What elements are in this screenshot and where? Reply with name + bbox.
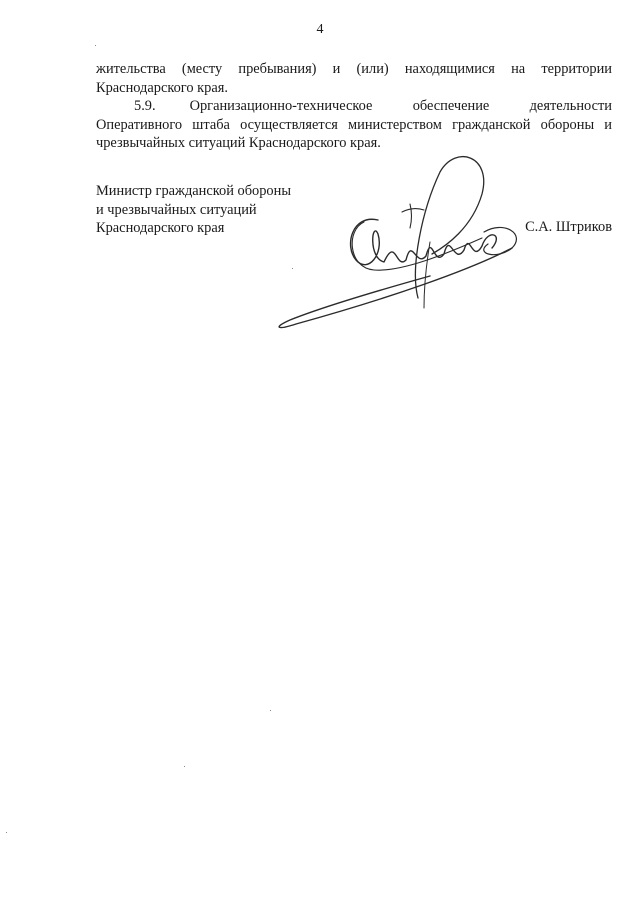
signature-stroke [279, 248, 512, 327]
document-body [96, 60, 612, 153]
paragraph-continuation: жительства (месту пребывания) и (или) находящимися на территории Краснодарского края. [96, 61, 612, 96]
position-line: и чрезвычайных ситуаций [96, 201, 257, 218]
signature-stroke [402, 204, 424, 228]
signature-stroke [484, 227, 517, 254]
paragraph-text: Организационно-техническое обеспечение деятельности Оперативного штаба осуществляется министерством гражданской обороны и чрезвычайных ситуаций Краснодарского края. [96, 98, 612, 151]
page-number: 4 [316, 22, 324, 37]
position-line: Краснодарского края [96, 220, 225, 236]
signature-stroke [351, 219, 497, 264]
scan-speck [292, 268, 293, 269]
signatory-name: С.А. Штриков [525, 219, 612, 235]
paragraph-5-9 [96, 97, 612, 153]
handwritten-signature [260, 150, 530, 335]
scan-speck [6, 832, 7, 833]
paragraph-number: 5.9. [134, 98, 156, 114]
scan-speck [95, 45, 96, 46]
scan-speck [184, 766, 185, 767]
scan-speck [270, 710, 271, 711]
position-line: Министр гражданской обороны [96, 183, 291, 199]
